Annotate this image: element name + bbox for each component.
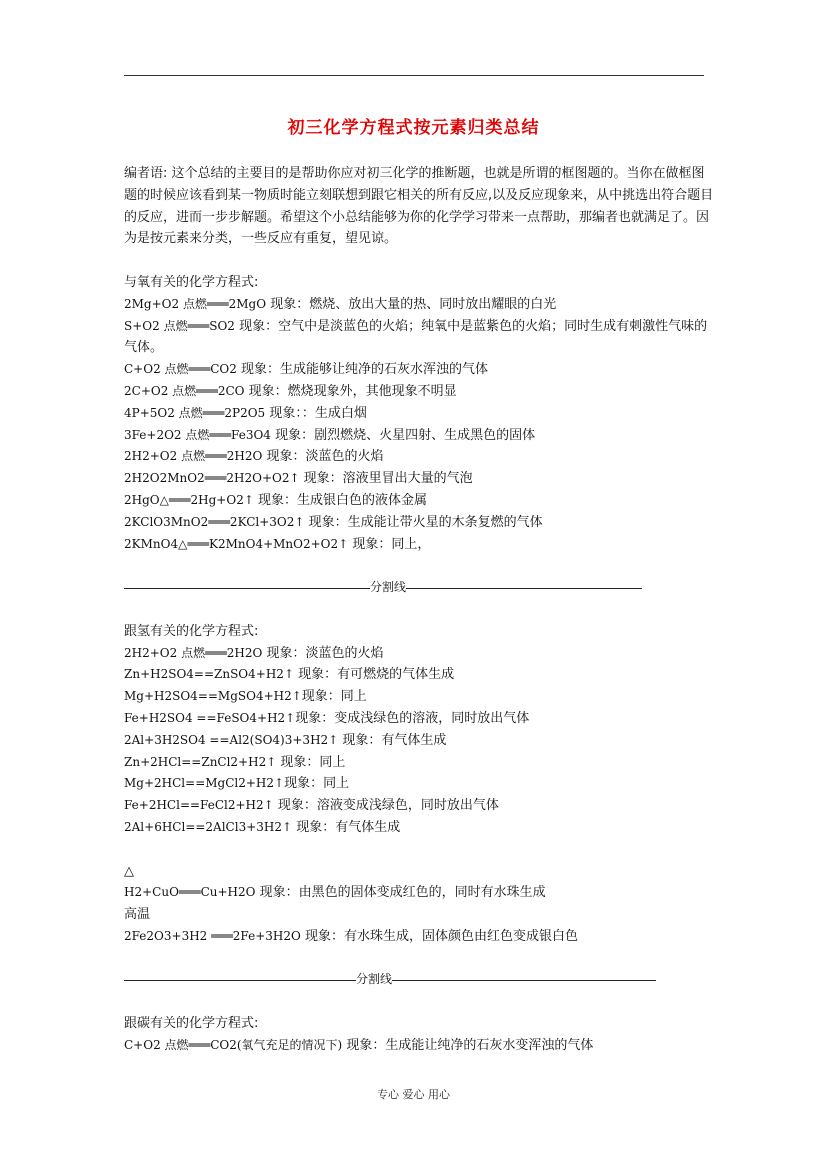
header-rule [124,75,704,76]
formula: H2+CuO═══Cu+H2O [124,885,256,900]
carbon-equations [124,1035,714,1057]
separator-label: 分割线 [370,580,407,595]
phenomenon: 现象：同上 [284,776,350,792]
formula: 4P+5O2 点燃═══2P2O5 [124,405,266,420]
formula: Mg+2HCl==MgCl2+H2↑ [124,776,285,791]
formula: 2H2+O2 点燃═══2H2O [124,645,263,660]
formula: C+O2 点燃═══CO2(氧气充足的情况下) [124,1037,343,1052]
equation-line [124,1035,714,1057]
delta-symbol: △ [124,863,134,879]
equation-line [124,446,714,468]
equation-line [124,664,714,686]
phenomenon: 现象：由黑色的固体变成红色的，同时有水珠生成 [255,885,546,901]
formula: 2KClO3MnO2═══2KCl+3O2↑ [124,514,305,529]
phenomenon: 现象：生成银白色的液体金属 [253,492,428,508]
phenomenon: 现象：生成能让纯净的石灰水变浑浊的气体 [342,1037,594,1053]
equation-line [124,468,714,490]
separator-1 [124,577,714,599]
formula: Zn+2HCl==ZnCl2+H2↑ [124,754,277,769]
equation-line [124,730,714,752]
phenomenon: 现象：淡蓝色的火焰 [262,449,384,465]
phenomenon: 现象：有可燃烧的气体生成 [294,667,455,683]
formula: 2H2+O2 点燃═══2H2O [124,449,263,464]
formula: Fe+H2SO4 ==FeSO4+H2↑ [124,710,296,725]
intro-paragraph: 编者语: 这个总结的主要目的是帮助你应对初三化学的推断题，也就是所谓的框图题的。当你在做框图题的时候应该看到某一物质时能立刻联想到跟它相关的所有反应,以及反应现象来，从中挑选出符合题目的反应，进而一步步解题。希望这个小总结能够为你的化学学习带来一点帮助，那编者也就满足了。因为是按元素来分类，一些反应有重复，望见谅。 [124,166,714,247]
oxygen-equations [124,294,714,556]
formula: 3Fe+2O2 点燃═══Fe3O4 [124,427,271,442]
phenomenon: 现象：溶液变成浅绿色，同时放出气体 [273,798,499,814]
equation-line [124,882,714,904]
equation-line [124,534,714,556]
phenomenon: 现象：燃烧现象外，其他现象不明显 [244,383,457,399]
equation-line [124,752,714,774]
equation-line [124,359,714,381]
equation-line [124,926,714,948]
equation-line [124,773,714,795]
formula: Mg+H2SO4==MgSO4+H2↑ [124,689,302,704]
document-body [124,163,714,1057]
equation-line [124,294,714,316]
separator-label: 分割线 [356,972,393,987]
formula: C+O2 点燃═══CO2 [124,362,237,377]
phenomenon: 现象：剧烈燃烧、火星四射、生成黑色的固体 [270,427,536,443]
phenomenon: 现象：有气体生成 [338,732,447,748]
separator-2 [124,969,714,991]
hydrogen-equations [124,643,714,839]
formula: 2KMnO4△═══K2MnO4+MnO2+O2↑ [124,536,349,551]
equation-line [124,425,714,447]
equation-line [124,643,714,665]
phenomenon: 现象：生成能让带火星的木条复燃的气体 [304,514,543,530]
equation-line [124,403,714,425]
oxygen-heading: 与氧有关的化学方程式: [124,274,259,290]
formula: 2Al+6HCl==2AlCl3+3H2↑ [124,819,293,834]
formula: 2HgO△═══2Hg+O2↑ [124,492,254,507]
page-footer: 专心 爱心 用心 [377,1088,450,1101]
formula: 2Fe2O3+3H2 ═══2Fe+3H2O [124,928,301,943]
phenomenon: 现象：有水珠生成，固体颜色由红色变成银白色 [300,928,578,944]
equation-line [124,686,714,708]
formula: S+O2 点燃═══SO2 [124,318,235,333]
equation-line [124,490,714,512]
equation-line [124,316,714,360]
equation-line [124,795,714,817]
formula: 2C+O2 点燃═══2CO [124,383,245,398]
equation-line [124,708,714,730]
phenomenon: 现象：生成能够让纯净的石灰水浑浊的气体 [236,362,488,378]
equation-line [124,817,714,839]
high-temp-label: 高温 [124,907,151,923]
formula: 2H2O2MnO2═══2H2O+O2↑ [124,471,300,486]
formula: Fe+2HCl==FeCl2+H2↑ [124,798,274,813]
phenomenon: 现象：：生成白烟 [265,405,367,421]
phenomenon: 现象：溶液里冒出大量的气泡 [299,471,473,487]
phenomenon: 现象：有气体生成 [292,819,401,835]
document-title: 初三化学方程式按元素归类总结 [287,118,540,138]
phenomenon: 现象：燃烧、放出大量的热、同时放出耀眼的白光 [266,296,557,312]
carbon-heading: 跟碳有关的化学方程式: [124,1016,259,1032]
formula: 2Mg+O2 点燃═══2MgO [124,296,267,311]
phenomenon: 现象：同上 [301,689,367,705]
hydrogen-heading: 跟氢有关的化学方程式: [124,623,259,639]
phenomenon: 现象：淡蓝色的火焰 [262,645,384,661]
phenomenon: 现象：空气中是淡蓝色的火焰；纯氧中是蓝紫色的火焰；同时生成有刺激性气味的气体。 [124,318,708,356]
phenomenon: 现象：同上 [276,754,346,770]
equation-line [124,381,714,403]
formula: 2Al+3H2SO4 ==Al2(SO4)3+3H2↑ [124,732,339,747]
equation-line [124,512,714,534]
phenomenon: 现象：变成浅绿色的溶液，同时放出气体 [295,710,530,726]
formula: Zn+H2SO4==ZnSO4+H2↑ [124,667,294,682]
phenomenon: 现象：同上， [348,536,431,552]
